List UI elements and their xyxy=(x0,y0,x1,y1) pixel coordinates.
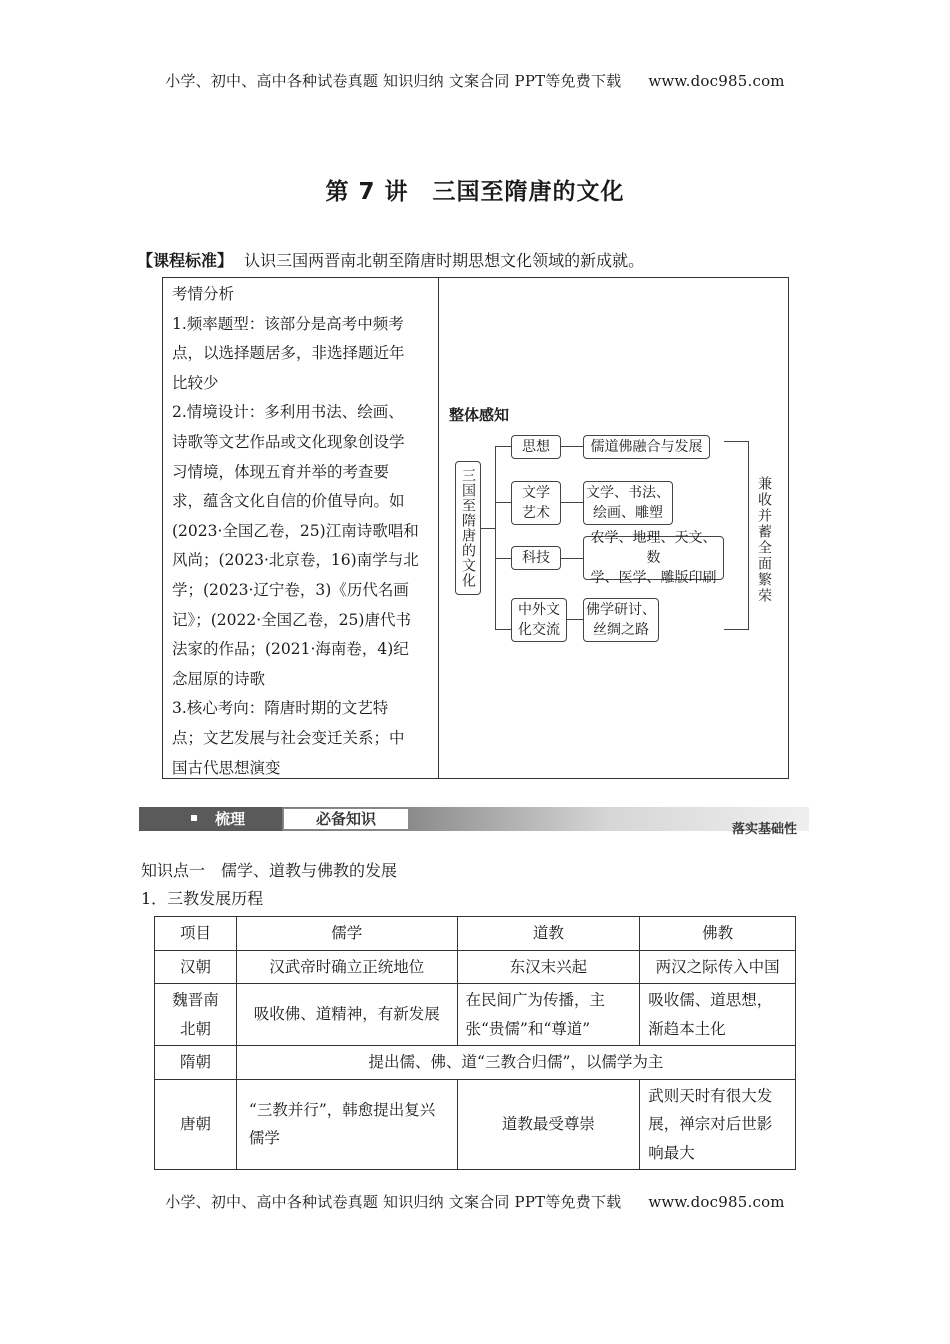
connector xyxy=(481,528,495,529)
connector xyxy=(567,619,583,620)
subheading: 1．三教发展历程 xyxy=(141,889,264,908)
box-line: 农学、地理、天文、数 xyxy=(590,530,717,566)
analysis-line: 记》；(2022·全国乙卷，25)唐代书 xyxy=(172,610,411,629)
analysis-line: 比较少 xyxy=(172,373,219,392)
table-cell: 唐朝 xyxy=(155,1079,237,1170)
standard-text: 认识三国两晋南北朝至隋唐时期思想文化领域的新成就。 xyxy=(244,251,645,270)
table-cell: 在民间广为传播，主张“贵儒”和“尊道” xyxy=(457,984,640,1046)
table-cell: 魏晋南北朝 xyxy=(155,984,237,1046)
banner-tab-secondary: 必备知识 xyxy=(283,808,409,830)
analysis-line: 2.情境设计：多利用书法、绘画、 xyxy=(172,403,404,422)
table-header: 道教 xyxy=(457,917,640,951)
mindmap-conclusion: 兼收并蓄全面繁荣 xyxy=(756,476,772,604)
branch-exchange xyxy=(511,598,567,642)
bracket xyxy=(748,441,749,630)
mindmap-root: 三国至隋唐的文化 xyxy=(455,461,481,595)
analysis-body xyxy=(172,310,430,784)
box-line: 学、医学、雕版印刷 xyxy=(590,570,717,586)
analysis-line: 法家的作品；(2021·海南卷，4)纪 xyxy=(172,640,409,659)
table-row xyxy=(155,1079,796,1170)
religion-development-table xyxy=(154,916,796,1170)
footer-text: 小学、初中、高中各种试卷真题 知识归纳 文案合同 PPT等免费下载 xyxy=(165,1193,622,1211)
box-line: 文学、书法、 xyxy=(586,485,670,501)
page-footer xyxy=(0,1191,950,1212)
bracket xyxy=(724,629,748,630)
table-header: 项目 xyxy=(155,917,237,951)
analysis-line: 念屈原的诗歌 xyxy=(172,669,266,688)
connector xyxy=(495,446,511,447)
table-cell: 汉朝 xyxy=(155,950,237,984)
analysis-line: 学；(2023·辽宁卷，3)《历代名画 xyxy=(172,580,409,599)
box-line: 艺术 xyxy=(522,505,550,521)
knowledge-point-heading: 知识点一 儒学、道教与佛教的发展 xyxy=(141,861,398,880)
connector xyxy=(495,502,511,503)
footer-url[interactable]: www.doc985.com xyxy=(648,1193,785,1211)
analysis-line: 风尚；(2023·北京卷，16)南学与北 xyxy=(172,551,419,570)
box-line: 中外文 xyxy=(518,602,560,618)
course-standard xyxy=(137,248,644,271)
overview-table xyxy=(162,277,789,779)
section-banner xyxy=(139,807,809,837)
table-cell: 武则天时有很大发展，禅宗对后世影响最大 xyxy=(640,1079,796,1170)
analysis-line: 3.核心考向：隋唐时期的文艺特 xyxy=(172,699,389,718)
mindmap-title: 整体感知 xyxy=(449,406,510,424)
connector xyxy=(561,502,583,503)
analysis-line: 国古代思想演变 xyxy=(172,758,281,777)
analysis-heading: 考情分析 xyxy=(172,285,235,303)
connector xyxy=(495,558,511,559)
branch-thought: 思想 xyxy=(511,435,561,459)
analysis-line: 点；文艺发展与社会变迁关系；中 xyxy=(172,728,405,747)
detail-literature-art xyxy=(583,481,673,525)
analysis-cell xyxy=(163,278,439,778)
analysis-line: 点，以选择题居多，非选择题近年 xyxy=(172,344,405,363)
branch-literature-art xyxy=(511,481,561,525)
mindmap-cell xyxy=(439,278,788,778)
table-header: 儒学 xyxy=(236,917,457,951)
connector xyxy=(495,629,511,630)
table-row xyxy=(155,950,796,984)
table-row xyxy=(155,984,796,1046)
standard-label: 【课程标准】 xyxy=(137,251,234,270)
banner-tab-primary xyxy=(139,807,282,831)
table-row xyxy=(155,1046,796,1080)
analysis-line: 诗歌等文艺作品或文化现象创设学 xyxy=(172,432,405,451)
detail-technology xyxy=(583,530,724,586)
bracket xyxy=(724,441,748,442)
detail-thought: 儒道佛融合与发展 xyxy=(583,435,710,459)
analysis-line: 1.频率题型：该部分是高考中频考 xyxy=(172,314,404,333)
analysis-line: 求，蕴含文化自信的价值导向。如 xyxy=(172,492,405,511)
page-header xyxy=(0,70,950,91)
table-cell: 道教最受尊崇 xyxy=(457,1079,640,1170)
banner-tag: 落实基础性 xyxy=(731,822,797,837)
table-header-row xyxy=(155,917,796,951)
connector xyxy=(561,446,583,447)
table-cell: 吸收佛、道精神，有新发展 xyxy=(236,984,457,1046)
table-header: 佛教 xyxy=(640,917,796,951)
table-cell: 隋朝 xyxy=(155,1046,237,1080)
table-cell: 吸收儒、道思想，渐趋本土化 xyxy=(640,984,796,1046)
table-cell: “三教并行”，韩愈提出复兴儒学 xyxy=(236,1079,457,1170)
table-cell: 汉武帝时确立正统地位 xyxy=(236,950,457,984)
branch-technology: 科技 xyxy=(511,546,561,570)
header-text: 小学、初中、高中各种试卷真题 知识归纳 文案合同 PPT等免费下载 xyxy=(165,72,622,90)
table-cell-merged: 提出儒、佛、道“三教合归儒”，以儒学为主 xyxy=(236,1046,795,1080)
detail-exchange xyxy=(583,598,659,642)
box-line: 丝绸之路 xyxy=(593,622,649,638)
box-line: 绘画、雕塑 xyxy=(593,505,663,521)
page-title: 第 7 讲 三国至隋唐的文化 xyxy=(325,179,625,205)
table-cell: 两汉之际传入中国 xyxy=(640,950,796,984)
banner-tab-primary-label: 梳理 xyxy=(215,810,246,828)
box-line: 文学 xyxy=(522,485,550,501)
box-line: 佛学研讨、 xyxy=(586,602,656,618)
analysis-line: 习情境，体现五育并举的考查要 xyxy=(172,462,390,481)
box-line: 化交流 xyxy=(518,622,560,638)
table-cell: 东汉末兴起 xyxy=(457,950,640,984)
connector xyxy=(495,446,496,629)
square-icon xyxy=(191,815,197,821)
header-url[interactable]: www.doc985.com xyxy=(648,72,785,90)
connector xyxy=(561,558,583,559)
analysis-line: (2023·全国乙卷，25)江南诗歌唱和 xyxy=(172,521,419,540)
